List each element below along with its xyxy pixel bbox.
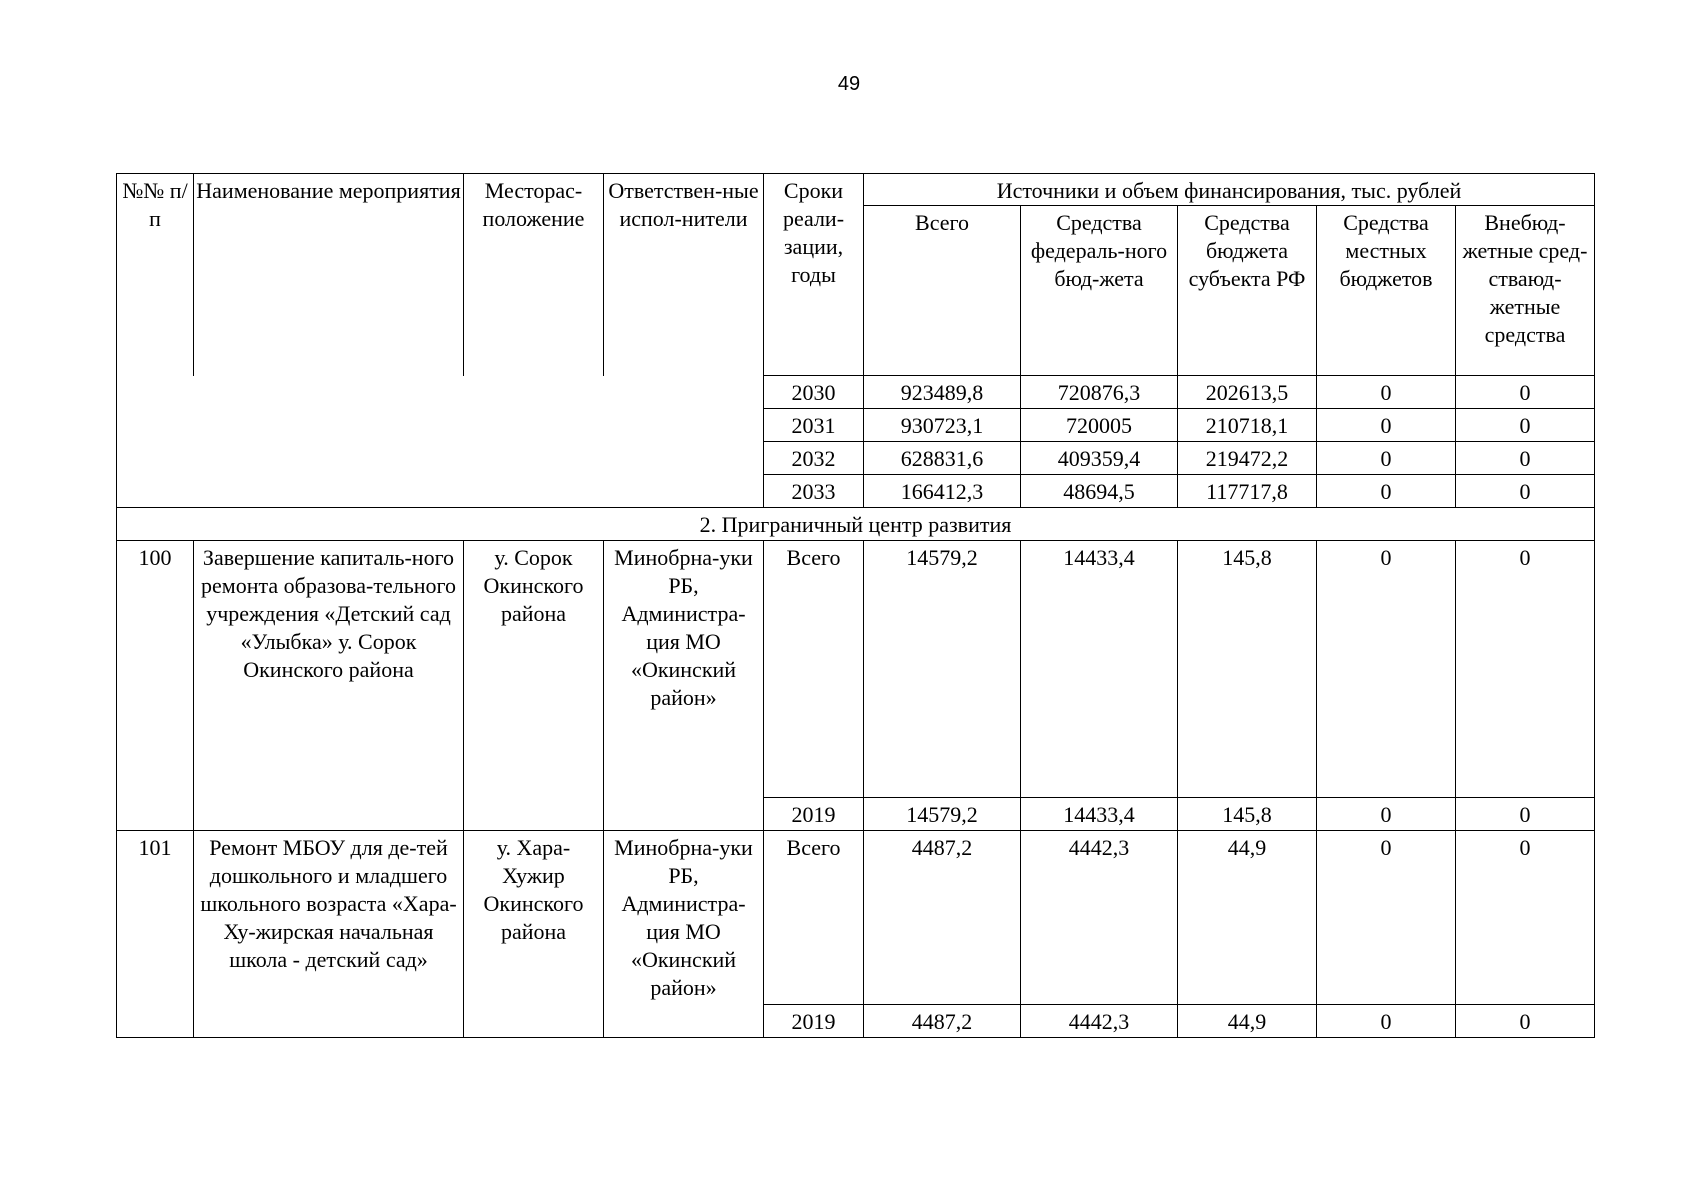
period-cell: 2019	[764, 798, 864, 831]
extra-cell: 0	[1456, 798, 1595, 831]
period-cell: Всего	[764, 541, 864, 798]
local-cell: 0	[1317, 541, 1456, 798]
regional-cell: 44,9	[1178, 1005, 1317, 1038]
col-header-sources: Источники и объем финансирования, тыс. рублей	[864, 174, 1595, 206]
year-cell: 2032	[764, 442, 864, 475]
item-responsible: Минобрна-уки РБ, Администра-ция МО «Окинский район»	[604, 831, 764, 1038]
year-cell: 2031	[764, 409, 864, 442]
extra-cell: 0	[1456, 442, 1595, 475]
carry-row	[117, 376, 1595, 409]
item-row	[117, 541, 1595, 798]
page-number: 49	[837, 73, 861, 95]
regional-cell: 219472,2	[1178, 442, 1317, 475]
item-location: у. Сорок Окинского района	[464, 541, 604, 831]
period-cell: 2019	[764, 1005, 864, 1038]
local-cell: 0	[1317, 442, 1456, 475]
extra-cell: 0	[1456, 409, 1595, 442]
regional-cell: 145,8	[1178, 541, 1317, 798]
local-cell: 0	[1317, 376, 1456, 409]
col-header-num: №№ п/п	[117, 174, 194, 376]
federal-cell: 409359,4	[1021, 442, 1178, 475]
year-cell: 2030	[764, 376, 864, 409]
total-cell: 14579,2	[864, 798, 1021, 831]
regional-cell: 202613,5	[1178, 376, 1317, 409]
total-cell: 4487,2	[864, 1005, 1021, 1038]
regional-cell: 210718,1	[1178, 409, 1317, 442]
federal-cell: 4442,3	[1021, 831, 1178, 1005]
col-header-local: Средства местных бюджетов	[1317, 206, 1456, 376]
federal-cell: 720005	[1021, 409, 1178, 442]
item-name: Завершение капиталь-ного ремонта образова-тельного учреждения «Детский сад «Улыбка» у. Сорок Окинского района	[194, 541, 464, 831]
item-name: Ремонт МБОУ для де-тей дошкольного и младшего школьного возраста «Хара-Ху-жирская начальная школа - детский сад»	[194, 831, 464, 1038]
federal-cell: 14433,4	[1021, 798, 1178, 831]
total-cell: 14579,2	[864, 541, 1021, 798]
federal-cell: 4442,3	[1021, 1005, 1178, 1038]
extra-cell: 0	[1456, 831, 1595, 1005]
extra-cell: 0	[1456, 1005, 1595, 1038]
federal-cell: 48694,5	[1021, 475, 1178, 508]
extra-cell: 0	[1456, 541, 1595, 798]
col-header-extra: Внебюд-жетные сред-стваюд-жетные средства	[1456, 206, 1595, 376]
total-cell: 628831,6	[864, 442, 1021, 475]
carry-blank-cell	[117, 376, 764, 508]
regional-cell: 117717,8	[1178, 475, 1317, 508]
extra-cell: 0	[1456, 376, 1595, 409]
col-header-federal: Средства федераль-ного бюд-жета	[1021, 206, 1178, 376]
total-cell: 923489,8	[864, 376, 1021, 409]
period-cell: Всего	[764, 831, 864, 1005]
col-header-name: Наименование мероприятия	[194, 174, 464, 376]
local-cell: 0	[1317, 831, 1456, 1005]
col-header-location: Месторас-положение	[464, 174, 604, 376]
col-header-total: Всего	[864, 206, 1021, 376]
item-row	[117, 831, 1595, 1005]
local-cell: 0	[1317, 475, 1456, 508]
section-title: 2. Приграничный центр развития	[117, 508, 1595, 541]
federal-cell: 14433,4	[1021, 541, 1178, 798]
col-header-responsible: Ответствен-ные испол-нители	[604, 174, 764, 376]
col-header-period: Сроки реали-зации, годы	[764, 174, 864, 376]
item-num: 100	[117, 541, 194, 831]
local-cell: 0	[1317, 409, 1456, 442]
total-cell: 4487,2	[864, 831, 1021, 1005]
section-row	[117, 508, 1595, 541]
extra-cell: 0	[1456, 475, 1595, 508]
col-header-regional: Средства бюджета субъекта РФ	[1178, 206, 1317, 376]
local-cell: 0	[1317, 798, 1456, 831]
year-cell: 2033	[764, 475, 864, 508]
item-location: у. Хара-Хужир Окинского района	[464, 831, 604, 1038]
total-cell: 166412,3	[864, 475, 1021, 508]
financing-table	[116, 173, 1595, 1038]
regional-cell: 44,9	[1178, 831, 1317, 1005]
item-num: 101	[117, 831, 194, 1038]
header-row-1	[117, 174, 1595, 206]
regional-cell: 145,8	[1178, 798, 1317, 831]
local-cell: 0	[1317, 1005, 1456, 1038]
federal-cell: 720876,3	[1021, 376, 1178, 409]
item-responsible: Минобрна-уки РБ, Администра-ция МО «Окинский район»	[604, 541, 764, 831]
total-cell: 930723,1	[864, 409, 1021, 442]
